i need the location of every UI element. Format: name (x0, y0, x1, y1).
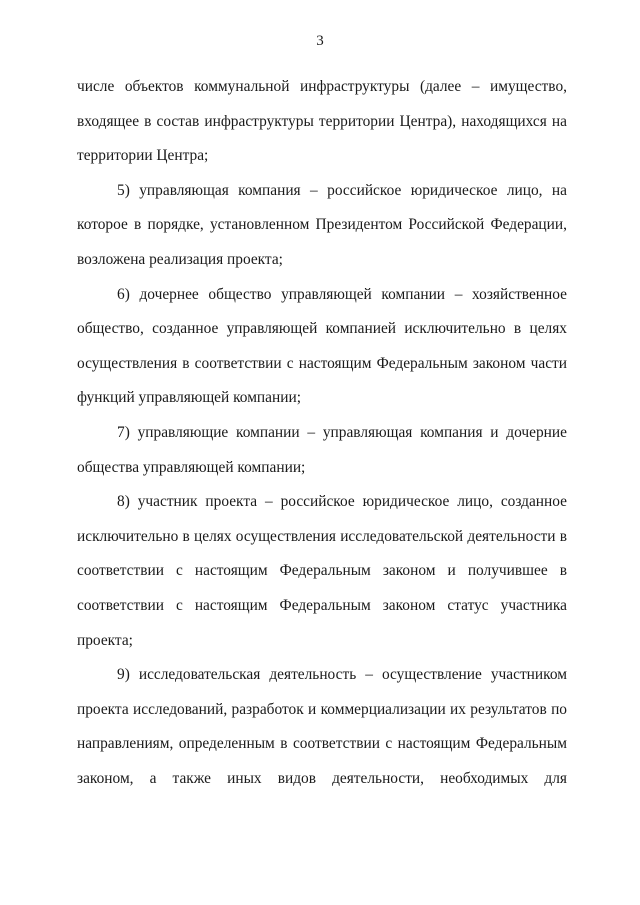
paragraph-item-7: 7) управляющие компании – управляющая компания и дочерние общества управляющей компании; (77, 423, 567, 476)
document-body (77, 70, 567, 796)
paragraph-item-8: 8) участник проекта – российское юридическое лицо, созданное исключительно в целях осуществления исследовательской деятельности в соответствии с настоящим Федеральным законом и получившее в соответствии с настоящим Федеральным законом статус участника проекта; (77, 493, 567, 649)
paragraph-item-6: 6) дочернее общество управляющей компании – хозяйственное общество, созданное управляющей компанией исключительно в целях осуществления в соответствии с настоящим Федеральным законом части функций управляющей компании; (77, 285, 567, 407)
paragraph-item-9: 9) исследовательская деятельность – осуществление участником проекта исследований, разработок и коммерциализации их результатов по направлениям, определенным в соответствии с настоящим Федеральным законом, а также иных видов деятельности, необходимых для (77, 666, 567, 787)
paragraph-item-5: 5) управляющая компания – российское юридическое лицо, на которое в порядке, установленном Президентом Российской Федерации, возложена реализация проекта; (77, 181, 567, 268)
page-number: 3 (316, 33, 324, 49)
paragraph-continuation: числе объектов коммунальной инфраструктуры (далее – имущество, входящее в состав инфраструктуры территории Центра), находящихся на территории Центра; (77, 78, 567, 165)
